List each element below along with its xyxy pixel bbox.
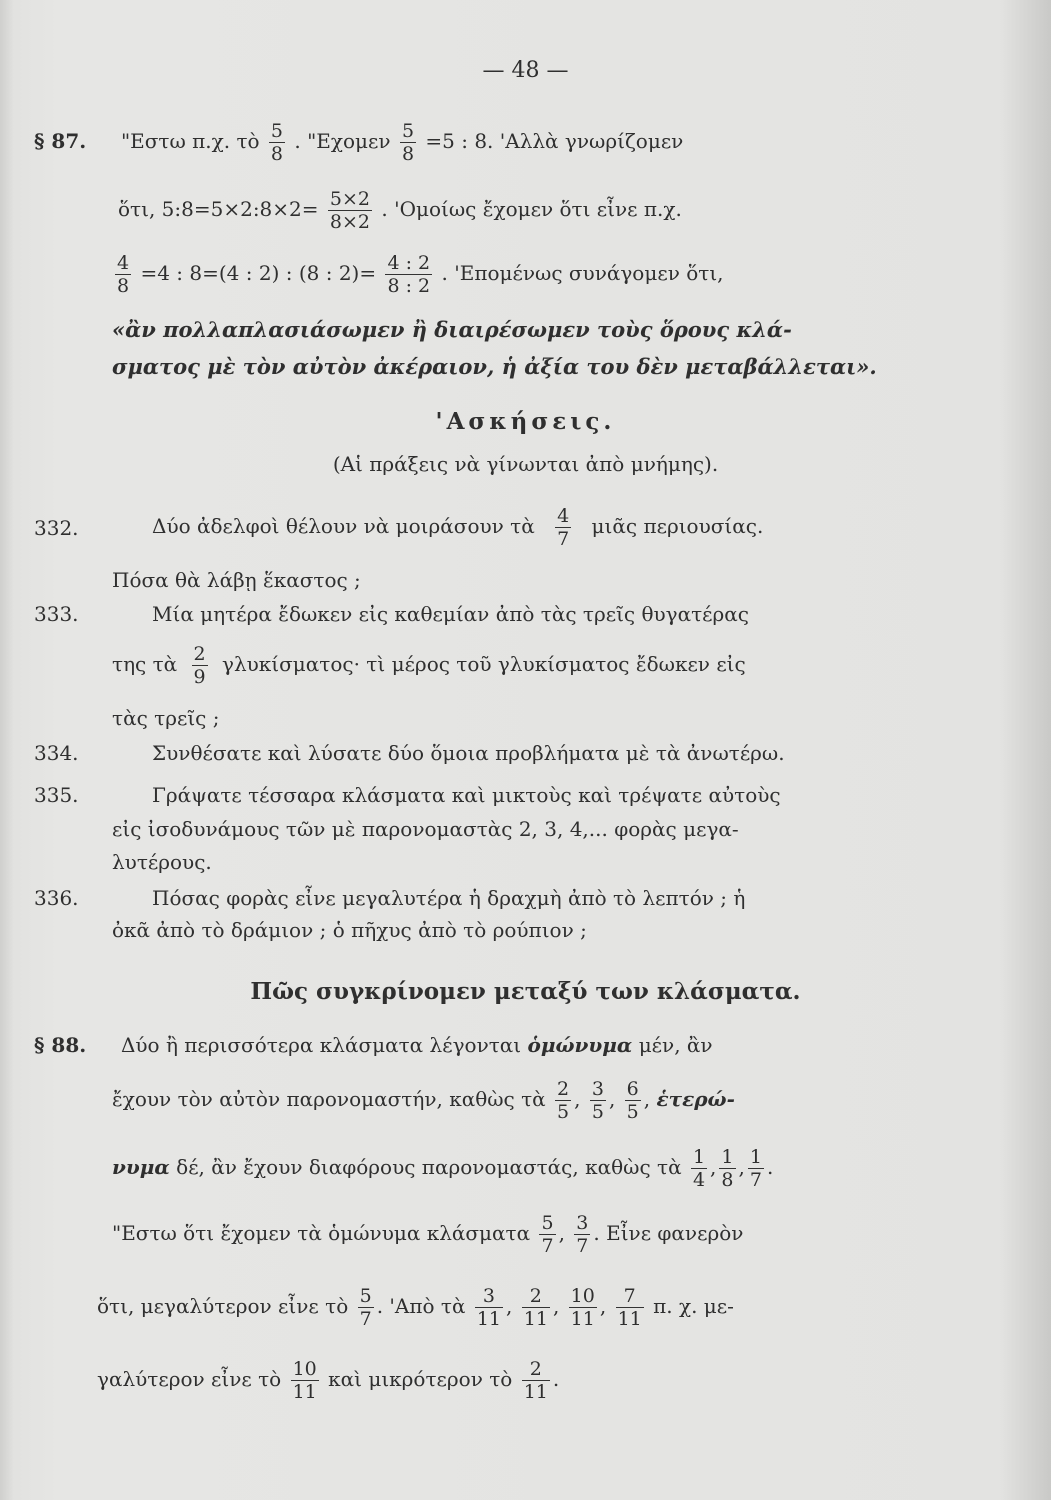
rule-line-2: σματος μὲ τὸν αὐτὸν ἀκέραιον, ἡ ἀξία του δὲν μεταβάλλεται». <box>112 354 877 379</box>
numerator: 4 <box>557 505 570 527</box>
rule-line-1: «ἂν πολλαπλασιάσωμεν ἢ διαιρέσωμεν τοὺς ὅρους κλά- <box>112 317 792 342</box>
text: καὶ μικρότερον τὸ <box>328 1367 513 1391</box>
fraction <box>590 1078 606 1123</box>
numerator: 10 <box>292 1358 317 1380</box>
numerator: 3 <box>482 1285 495 1307</box>
denominator: 8 <box>117 275 130 297</box>
text: γαλύτερον εἶνε τὸ <box>97 1367 282 1391</box>
section-88-line-3: νυμα δέ, ἂν ἔχουν διαφόρους παρονομαστάς, καθὼς τὰ $\frac{1}{4}$ , $\frac{1}{8}$ , $\frac{1}{7}$ . <box>112 1146 774 1191</box>
fraction <box>569 1285 597 1330</box>
numerator: 5×2 <box>329 188 370 210</box>
fraction <box>400 120 416 165</box>
section-88-label: § 88. <box>34 1033 87 1057</box>
numerator: 4 <box>117 252 130 274</box>
fraction <box>555 505 571 550</box>
numerator: 1 <box>749 1146 762 1168</box>
exercise-333-line-2 <box>112 643 746 688</box>
denominator: 11 <box>523 1381 548 1403</box>
denominator: 8×2 <box>329 211 370 233</box>
denominator: 7 <box>749 1169 762 1191</box>
numerator: 1 <box>721 1146 734 1168</box>
fraction <box>719 1146 735 1191</box>
fraction <box>574 1212 590 1257</box>
numerator: 2 <box>557 1078 570 1100</box>
fraction <box>522 1285 550 1330</box>
text: "Εστω ὅτι ἔχομεν τὰ ὁμώνυμα κλάσματα <box>112 1221 531 1245</box>
exercises-heading: 'Ασκήσεις. <box>435 408 616 435</box>
exercise-334-line-1: Συνθέσατε καὶ λύσατε δύο ὅμοια προβλήματα μὲ τὰ ἀνωτέρω. <box>152 741 785 765</box>
text: . 'Επομένως συνάγομεν ὅτι, <box>441 261 724 285</box>
numerator: 2 <box>193 643 206 665</box>
exercise-332-line-2: Πόσα θὰ λάβῃ ἕκαστος ; <box>112 568 361 592</box>
exercise-335-line-3: λυτέρους. <box>112 850 212 874</box>
numerator: 1 <box>692 1146 706 1168</box>
exercise-number: 334. <box>34 741 79 765</box>
section-88-line-1 <box>34 1033 713 1057</box>
fraction <box>115 252 131 297</box>
text: =5 : 8. 'Αλλὰ γνωρίζομεν <box>425 129 684 153</box>
section-88-line-4: "Εστω ὅτι ἔχομεν τὰ ὁμώνυμα κλάσματα $\frac{5}{7}$ , $\frac{3}{7}$ . Εἶνε φανερὸν <box>112 1212 744 1257</box>
numerator: 3 <box>576 1212 589 1234</box>
fraction <box>522 1358 550 1403</box>
text: "Εστω π.χ. τὸ <box>120 129 260 153</box>
fraction <box>192 643 208 688</box>
fraction <box>358 1285 374 1330</box>
exercise-336-line-2: ὀκᾶ ἀπὸ τὸ δράμιον ; ὁ πῆχυς ἀπὸ τὸ ρούπιον ; <box>112 918 587 942</box>
denominator: 8 <box>721 1169 734 1191</box>
term-heteronyma-end: νυμα <box>112 1155 170 1179</box>
text: . "Εχομεν <box>294 129 391 153</box>
text: ἔχουν τὸν αὐτὸν παρονομαστήν, καθὼς τὰ <box>112 1087 546 1111</box>
text: γλυκίσματος· τὶ μέρος τοῦ γλυκίσματος ἔδωκεν εἰς <box>222 652 746 676</box>
fraction <box>328 188 372 233</box>
denominator: 7 <box>541 1235 554 1257</box>
section-88-line-2: ἔχουν τὸν αὐτὸν παρονομαστήν, καθὼς τὰ $\frac{2}{5}$ , $\frac{3}{5}$ , $\frac{6}{5}$ , ἑτερώ- <box>112 1078 735 1123</box>
exercise-332-line-1 <box>152 505 763 550</box>
text: =4 : 8=(4 : 2) : (8 : 2)= <box>140 261 377 285</box>
text: δέ, ἂν ἔχουν διαφόρους παρονομαστάς, καθὼς τὰ <box>176 1155 682 1179</box>
fraction <box>616 1285 644 1330</box>
numerator: 10 <box>570 1285 595 1307</box>
denominator: 7 <box>359 1308 372 1330</box>
fraction <box>748 1146 764 1191</box>
numerator: 2 <box>529 1285 542 1307</box>
numerator: 5 <box>541 1212 554 1234</box>
fraction <box>555 1078 571 1123</box>
denominator: 11 <box>523 1308 548 1330</box>
denominator: 11 <box>476 1308 502 1330</box>
denominator: 4 <box>692 1169 706 1191</box>
text: . 'Ομοίως ἔχομεν ὅτι εἶνε π.χ. <box>381 197 682 221</box>
term-homonyma: ὁμώνυμα <box>527 1033 633 1057</box>
text: . 'Απὸ τὰ <box>376 1294 466 1318</box>
denominator: 8 <box>401 143 415 165</box>
text: Δύο ἀδελφοὶ θέλουν νὰ μοιράσουν τὰ <box>152 514 535 538</box>
fraction <box>539 1212 555 1257</box>
fraction <box>625 1078 641 1123</box>
denominator: 5 <box>591 1101 604 1123</box>
section-88-line-6: γαλύτερον εἶνε τὸ $\frac{10}{11}$ καὶ μικρότερον τὸ $\frac{2}{11}$ . <box>97 1358 560 1403</box>
text: π. χ. με- <box>653 1294 734 1318</box>
section-87-line-2 <box>118 188 682 233</box>
exercise-number: 335. <box>34 783 79 807</box>
numerator: 5 <box>359 1285 372 1307</box>
numerator: 3 <box>591 1078 604 1100</box>
denominator: 11 <box>617 1308 642 1330</box>
denominator: 7 <box>557 528 570 550</box>
section-88-title: Πῶς συγκρίνομεν μεταξύ των κλάσματα. <box>250 978 801 1005</box>
exercise-335-line-1: Γράψατε τέσσαρα κλάσματα καὶ μικτοὺς καὶ τρέψατε αὐτοὺς <box>152 783 781 807</box>
numerator: 5 <box>401 120 415 142</box>
text: ὅτι, μεγαλύτερον εἶνε τὸ <box>97 1294 349 1318</box>
fraction <box>475 1285 503 1330</box>
denominator: 8 : 2 <box>387 275 431 297</box>
exercise-number: 336. <box>34 886 79 910</box>
section-87-line-1 <box>34 120 683 165</box>
numerator: 4 : 2 <box>387 252 431 274</box>
numerator: 7 <box>623 1285 636 1307</box>
exercise-333-line-3: τὰς τρεῖς ; <box>112 706 220 730</box>
section-87-line-3 <box>112 252 724 297</box>
section-87-label: § 87. <box>34 129 87 153</box>
exercise-336-line-1: Πόσας φορὰς εἶνε μεγαλυτέρα ἡ δραχμὴ ἀπὸ τὸ λεπτόν ; ἡ <box>152 886 746 910</box>
term-heteronyma: ἑτερώ- <box>656 1087 735 1111</box>
text: μέν, ἂν <box>638 1033 713 1057</box>
numerator: 2 <box>529 1358 542 1380</box>
fraction <box>291 1358 319 1403</box>
text: μιᾶς περιουσίας. <box>591 514 764 538</box>
text: Δύο ἢ περισσότερα κλάσματα λέγονται <box>120 1033 522 1057</box>
fraction <box>269 120 285 165</box>
denominator: 5 <box>626 1101 639 1123</box>
denominator: 5 <box>557 1101 570 1123</box>
exercise-335-line-2: εἰς ἰσοδυνάμους τῶν μὲ παρονομαστὰς 2, 3, 4,... φορὰς μεγα- <box>112 817 739 841</box>
exercise-number: 333. <box>34 602 79 626</box>
exercise-333-line-1: Μία μητέρα ἔδωκεν εἰς καθεμίαν ἀπὸ τὰς τρεῖς θυγατέρας <box>152 602 750 626</box>
denominator: 9 <box>193 666 206 688</box>
section-88-line-5: ὅτι, μεγαλύτερον εἶνε τὸ $\frac{5}{7}$ . 'Απὸ τὰ $\frac{3}{11}$ , $\frac{2}{11}$ , $\frac{10}{11}$ , $\frac{7}{11}$ π. χ. με- <box>97 1285 734 1330</box>
fraction <box>385 252 432 297</box>
denominator: 8 <box>270 143 284 165</box>
numerator: 6 <box>626 1078 639 1100</box>
text: της τὰ <box>112 652 178 676</box>
exercises-note: (Αἱ πράξεις νὰ γίνωνται ἀπὸ μνήμης). <box>332 452 719 476</box>
denominator: 11 <box>570 1308 595 1330</box>
denominator: 7 <box>576 1235 589 1257</box>
fraction <box>691 1146 707 1191</box>
numerator: 5 <box>270 120 284 142</box>
denominator: 11 <box>292 1381 317 1403</box>
text: ὅτι, 5:8=5×2:8×2= <box>118 197 319 221</box>
exercise-number: 332. <box>34 516 79 540</box>
text: . Εἶνε φανερὸν <box>593 1221 744 1245</box>
page-number: — 48 — <box>482 58 569 83</box>
